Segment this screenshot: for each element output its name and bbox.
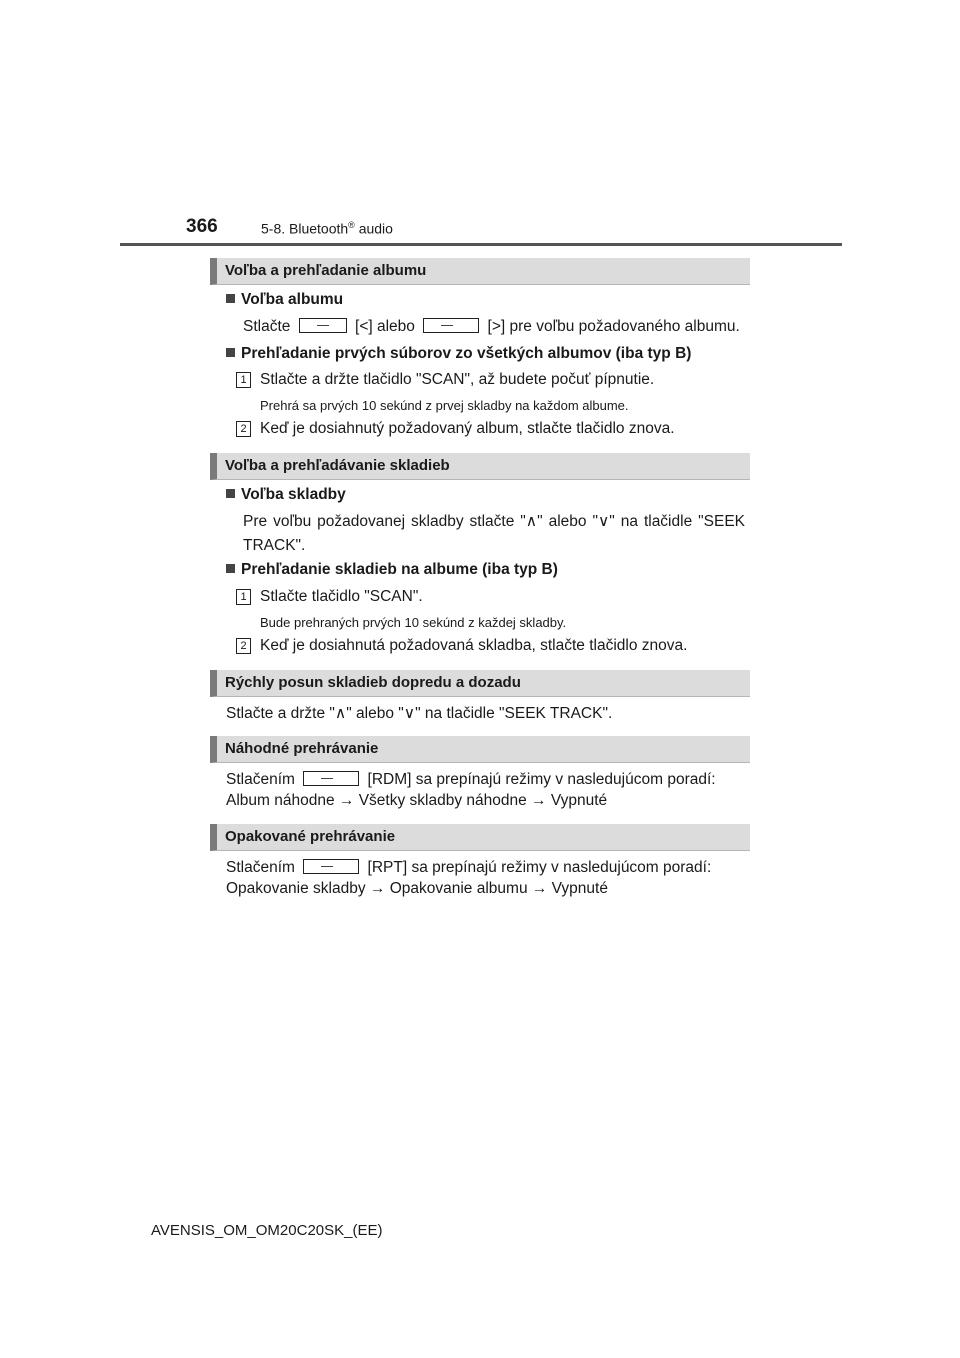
step-note: Prehrá sa prvých 10 sekúnd z prvej skladby na každom albume. (260, 398, 629, 413)
step-text: Keď je dosiahnutá požadovaná skladba, stlačte tlačidlo znova. (260, 637, 688, 654)
subheading-text: Voľba albumu (241, 291, 344, 308)
subheading-track-select (226, 486, 346, 504)
section-title: Voľba a prehľadávanie skladieb (225, 457, 450, 474)
square-bullet-icon (226, 489, 235, 498)
random-sequence: Album náhodne → Všetky skladby náhodne → Vypnuté (226, 792, 608, 809)
step-number-2: 2 (236, 421, 251, 437)
repeat-text (226, 859, 711, 877)
square-bullet-icon (226, 348, 235, 357)
track-select-text: Pre voľbu požadovanej skladby stlačte "∧" alebo "∨" na tlačidle "SEEK TRACK". (243, 513, 745, 554)
section-title: Voľba a prehľadanie albumu (225, 262, 427, 279)
repeat-sequence: Opakovanie skladby → Opakovanie albumu → Vypnuté (226, 880, 608, 897)
text-part: Stlačením (226, 859, 300, 876)
section-header-fast-seek (210, 670, 750, 697)
document-code: AVENSIS_OM_OM20C20SK_(EE) (151, 1222, 383, 1239)
text-part: [RPT] sa prepínajú režimy v nasledujúcom poradí: (363, 859, 712, 876)
section-title: Rýchly posun skladieb dopredu a dozadu (225, 674, 521, 691)
fast-seek-text: Stlačte a držte "∧" alebo "∨" na tlačidle "SEEK TRACK". (226, 705, 613, 722)
section-header-album (210, 258, 750, 285)
subheading-text: Prehľadanie prvých súborov zo všetkých albumov (iba typ B) (241, 345, 692, 362)
subheading-album-select (226, 291, 343, 309)
text-part: Stlačením (226, 771, 300, 788)
step-number-1: 1 (236, 372, 251, 388)
section-header-tracks (210, 453, 750, 480)
step-text: Stlačte tlačidlo "SCAN". (260, 588, 423, 605)
square-bullet-icon (226, 564, 235, 573)
subheading-text: Prehľadanie skladieb na albume (iba typ B) (241, 561, 558, 578)
section-header-repeat (210, 824, 750, 851)
square-bullet-icon (226, 294, 235, 303)
steering-switch-icon (303, 771, 359, 786)
registered-mark: ® (348, 220, 355, 230)
step-number-2: 2 (236, 638, 251, 654)
step-note: Bude prehraných prvých 10 sekúnd z každej skladby. (260, 615, 567, 630)
steering-switch-icon (303, 859, 359, 874)
subheading-track-scan (226, 561, 558, 579)
section-title: Opakované prehrávanie (225, 828, 396, 845)
text-part: Stlačte (243, 318, 295, 335)
text-part: [<] alebo (350, 318, 420, 335)
text-part: [RDM] sa prepínajú režimy v nasledujúcom poradí: (363, 771, 716, 788)
subheading-text: Voľba skladby (241, 486, 346, 503)
steering-switch-icon (299, 318, 347, 333)
random-text (226, 771, 716, 789)
step-number-1: 1 (236, 589, 251, 605)
step-text: Keď je dosiahnutý požadovaný album, stlačte tlačidlo znova. (260, 420, 675, 437)
chapter-prefix: 5-8. Bluetooth (261, 220, 349, 237)
steering-switch-icon (423, 318, 479, 333)
album-select-text (243, 318, 740, 336)
header-rule (120, 243, 842, 246)
section-title: Náhodné prehrávanie (225, 740, 379, 757)
section-header-random (210, 736, 750, 763)
subheading-album-scan (226, 345, 691, 363)
step-text: Stlačte a držte tlačidlo "SCAN", až budete počuť pípnutie. (260, 371, 655, 388)
chapter-title (261, 220, 393, 237)
text-part: [>] pre voľbu požadovaného albumu. (483, 318, 740, 335)
page-number: 366 (186, 216, 218, 237)
chapter-suffix: audio (354, 220, 393, 237)
